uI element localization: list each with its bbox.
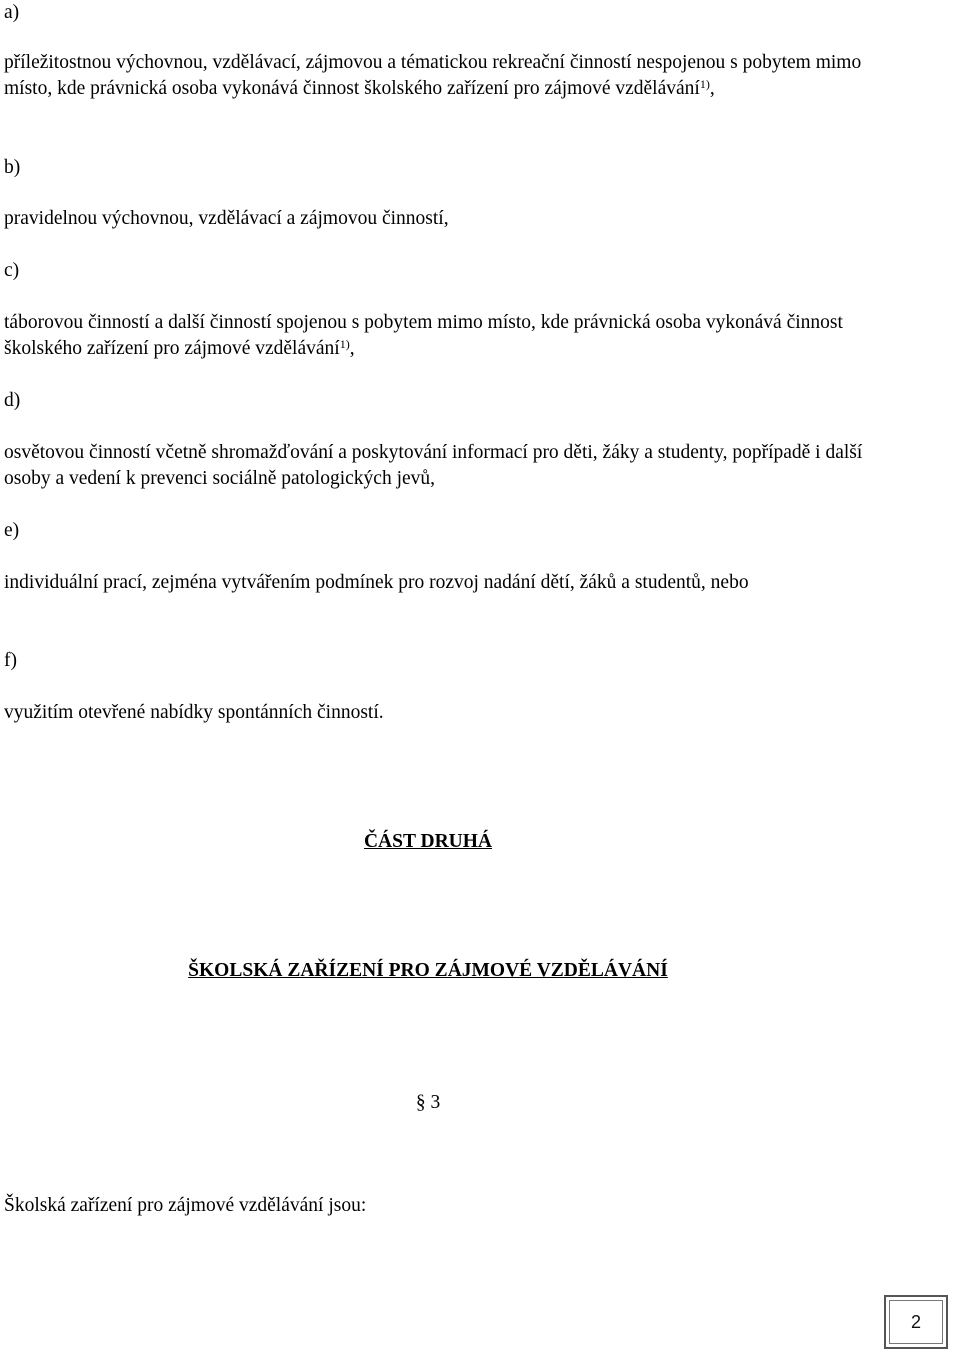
page-number-box xyxy=(884,1295,952,1351)
list-item-label-d: d) xyxy=(4,390,21,411)
list-item-text-a-body: příležitostnou výchovnou, vzdělávací, zájmovou a tématickou rekreační činností nespojenou s pobytem mimo místo, kde právnická osoba vykonává činnost školského zařízení pro zájmové vzdělávání xyxy=(4,52,862,99)
list-item-label-c: c) xyxy=(4,260,20,281)
footnote-ref: 1) xyxy=(339,337,350,351)
part-heading: ČÁST DRUHÁ xyxy=(363,831,493,852)
list-item-text-d: osvětovou činností včetně shromažďování a poskytování informací pro děti, žáky a studenty, popřípadě i další osoby a vedení k prevenci sociálně patologických jevů, xyxy=(4,442,863,489)
list-item-text-a xyxy=(4,50,884,102)
list-item-label-e: e) xyxy=(4,520,20,541)
page-number: 2 xyxy=(889,1300,943,1344)
intro-text: Školská zařízení pro zájmové vzdělávání jsou: xyxy=(4,1195,367,1216)
paragraph-mark: § 3 xyxy=(415,1092,441,1113)
list-item-label-f: f) xyxy=(4,650,17,671)
footnote-ref: 1) xyxy=(699,77,710,91)
list-item-label-b: b) xyxy=(4,157,21,178)
list-item-text-e: individuální prací, zejména vytvářením podmínek pro rozvoj nadání dětí, žáků a studentů, nebo xyxy=(4,572,749,593)
list-item-text-c-punct: , xyxy=(349,338,355,359)
list-item-text-c-body: táborovou činností a další činností spojenou s pobytem mimo místo, kde právnická osoba vykonává činnost školského zařízení pro zájmové vzdělávání xyxy=(4,312,843,359)
section-heading: ŠKOLSKÁ ZAŘÍZENÍ PRO ZÁJMOVÉ VZDĚLÁVÁNÍ xyxy=(188,960,668,981)
list-item-text-f: využitím otevřené nabídky spontánních činností. xyxy=(4,702,384,723)
list-item-text-a-punct: , xyxy=(709,78,715,99)
list-item-label-a: a) xyxy=(4,2,20,23)
list-item-text-b: pravidelnou výchovnou, vzdělávací a zájmovou činností, xyxy=(4,208,449,229)
list-item-text-c xyxy=(4,310,884,362)
